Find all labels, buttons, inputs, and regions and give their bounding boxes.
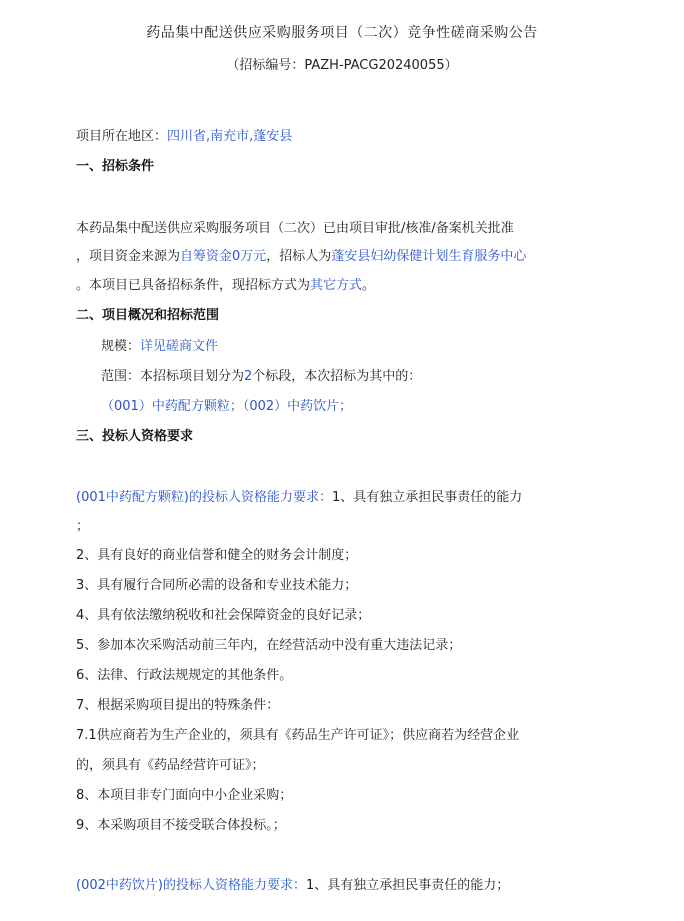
lot2-requirement-1: 1、具有独立承担民事责任的能力； bbox=[305, 878, 510, 893]
scale-label: 规模： bbox=[101, 339, 141, 354]
tender-number-suffix: ） bbox=[444, 58, 458, 73]
method-label: 。本项目已具备招标条件，现招标方式为 bbox=[76, 278, 311, 293]
list-item: 6、法律、行政法规规定的其他条件。 bbox=[76, 668, 293, 683]
list-item: 8、本项目非专门面向中小企业采购； bbox=[76, 788, 293, 803]
list-item: 4、具有依法缴纳税收和社会保障资金的良好记录； bbox=[76, 608, 371, 623]
scale-value: 详见磋商文件 bbox=[140, 339, 219, 354]
project-scope bbox=[101, 368, 421, 386]
tender-number bbox=[0, 57, 684, 75]
list-item: 2、具有良好的商业信誉和健全的财务会计制度； bbox=[76, 548, 358, 563]
tender-number-prefix: （招标编号： bbox=[226, 58, 305, 73]
lot2-requirements-intro bbox=[76, 877, 509, 895]
funding-label: ，项目资金来源为 bbox=[76, 249, 181, 264]
method-value: 其它方式 bbox=[310, 278, 363, 293]
tender-conditions-line-2 bbox=[76, 248, 526, 266]
method-end: 。 bbox=[362, 278, 376, 293]
region-label: 项目所在地区： bbox=[76, 129, 168, 144]
lot1-requirement-1-tail: ； bbox=[76, 519, 90, 534]
tenderer-value: 蓬安县妇幼保健计划生育服务中心 bbox=[331, 249, 527, 264]
list-item: 7、根据采购项目提出的特殊条件： bbox=[76, 698, 280, 713]
tender-number-value: PAZH-PACG20240055 bbox=[304, 58, 445, 73]
page-title: 药品集中配送供应采购服务项目（二次）竞争性磋商采购公告 bbox=[146, 25, 538, 41]
tender-conditions-line-3 bbox=[76, 277, 375, 295]
tenderer-label: ，招标人为 bbox=[266, 249, 332, 264]
section-heading-project-overview: 二、项目概况和招标范围 bbox=[76, 308, 220, 323]
section-heading-tender-conditions: 一、招标条件 bbox=[76, 159, 155, 174]
lot2-requirements-label: (002中药饮片)的投标人资格能力要求： bbox=[76, 878, 306, 893]
scope-label: 范围：本招标项目划分为 bbox=[101, 369, 245, 384]
list-item: 9、本采购项目不接受联合体投标。； bbox=[76, 818, 286, 833]
project-region bbox=[76, 128, 292, 146]
lot1-requirements-label: (001中药配方颗粒)的投标人资格能力要求： bbox=[76, 490, 332, 505]
scope-count: 2 bbox=[244, 369, 253, 384]
list-item: 5、参加本次采购活动前三年内，在经营活动中没有重大违法记录； bbox=[76, 638, 462, 653]
lot1-requirements-intro bbox=[76, 489, 522, 507]
tender-conditions-line-1: 本药品集中配送供应采购服务项目（二次）已由项目审批/核准/备案机关批准 bbox=[76, 221, 514, 236]
funding-value: 自筹资金0万元 bbox=[180, 249, 267, 264]
list-item: 3、具有履行合同所必需的设备和专业技术能力； bbox=[76, 578, 358, 593]
scope-rest: 个标段，本次招标为其中的： bbox=[252, 369, 422, 384]
lot1-requirement-1: 1、具有独立承担民事责任的能力 bbox=[331, 490, 523, 505]
lots-list: （001）中药配方颗粒；（002）中药饮片； bbox=[101, 399, 353, 414]
region-value[interactable]: 四川省,南充市,蓬安县 bbox=[167, 129, 293, 144]
section-heading-bidder-requirements: 三、投标人资格要求 bbox=[76, 429, 194, 444]
list-item: 7.1供应商若为生产企业的，须具有《药品生产许可证》；供应商若为经营企业 bbox=[76, 728, 520, 743]
project-scale bbox=[101, 338, 218, 356]
list-item: 的，须具有《药品经营许可证》； bbox=[76, 758, 265, 773]
